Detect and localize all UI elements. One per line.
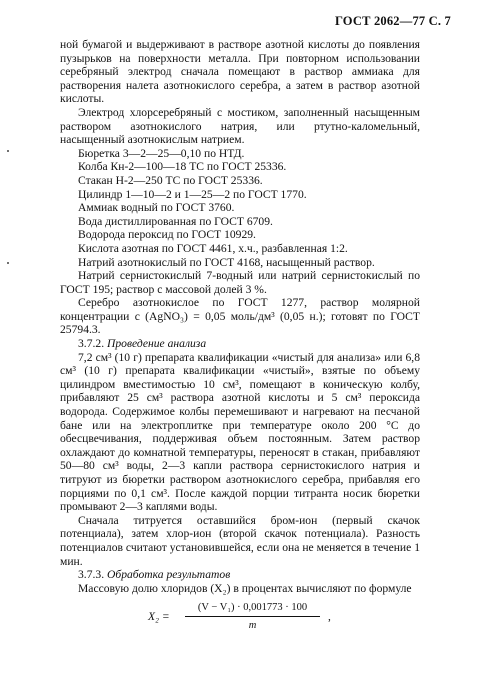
paragraph: Сначала титруется оставшийся бром-ион (первый скачок потенциала), затем хлор-ион (второй скачок потенциала). Разность потенциалов считают установившейся, если она не меняется в течение 1 мин. xyxy=(60,513,420,568)
paragraph: Электрод хлорсеребряный с мостиком, заполненный насыщенным раствором азотнокислого натрия, или ртутно-каломельный, насыщенный азотнокислым натрием. xyxy=(60,105,420,147)
formula-denominator: m xyxy=(248,620,257,632)
list-item: Натрий азотнокислый по ГОСТ 4168, насыщенный раствор. xyxy=(78,255,375,269)
list-item: Аммиак водный по ГОСТ 3760. xyxy=(78,201,235,215)
list-item: Колба Кн-2—100—18 ТС по ГОСТ 25336. xyxy=(78,160,287,174)
paragraph: ной бумагой и выдерживают в растворе азотной кислоты до появления пузырьков на поверхности металла. При повторном использовании серебряный электрод сначала помещают в раствор аммиака для растворения налета азотнокислого серебра, а затем в раствор азотной кислоты. xyxy=(60,38,420,106)
section-title: Обработка результатов xyxy=(107,568,231,582)
list-item: Серебро азотнокислое по ГОСТ 1277, раствор молярной концентрации c (AgNO₃) = 0,05 моль/дм³ (0,05 н.); готовят по ГОСТ 25794.3. xyxy=(60,296,420,337)
list-item: Цилиндр 1—10—2 и 1—25—2 по ГОСТ 1770. xyxy=(78,187,307,201)
formula-trail: , xyxy=(328,611,331,624)
list-item: Кислота азотная по ГОСТ 4461, х.ч., разбавленная 1:2. xyxy=(78,241,348,255)
list-item: Водорода пероксид по ГОСТ 10929. xyxy=(78,228,256,242)
document-body xyxy=(60,38,420,639)
margin-mark xyxy=(7,150,9,152)
list-item: Бюретка 3—2—25—0,10 по НТД. xyxy=(78,146,245,160)
section-number: 3.7.3. xyxy=(78,568,105,582)
section-number: 3.7.2. xyxy=(78,337,105,351)
formula xyxy=(60,599,420,639)
paragraph: 7,2 см³ (10 г) препарата квалификации «чистый для анализа» или 6,8 см³ (10 г) препарата квалификации «чистый», взятые по объему цилиндром вместимостью 10 см³, помещают в коническую колбу, прибавляют 25 см³ раствора азотной кислоты и 5 см³ пероксида водорода. Содержимое колбы перемешивают и нагревают на песчаной бане или на электроплитке при температуре около 200 °С до обесцвечивания, поддерживая объем постоянным. Затем раствор охлаждают до комнатной температуры, переносят в стакан, прибавляют 50—80 см³ воды, 2—3 капли раствора сернистокислого натрия и титруют из бюретки раствором азотнокислого серебра, прибавляя его порциями по 0,1 см³. После каждой порции титранта носик бюретки промывают 2—3 каплями воды. xyxy=(60,350,420,514)
list-item: Натрий сернистокислый 7-водный или натрий сернистокислый по ГОСТ 195; раствор с массовой долей 3 %. xyxy=(60,269,420,296)
section-title: Проведение анализа xyxy=(107,337,207,351)
list-item: Стакан Н-2—250 ТС по ГОСТ 25336. xyxy=(78,173,263,187)
list-item: Вода дистиллированная по ГОСТ 6709. xyxy=(78,214,273,228)
section-heading xyxy=(60,568,420,582)
paragraph: Массовую долю хлоридов (X₂) в процентах вычисляют по формуле xyxy=(78,581,412,595)
fraction-bar xyxy=(185,616,320,617)
formula-lhs: X₂ = xyxy=(148,611,170,624)
margin-mark xyxy=(7,262,9,264)
formula-numerator: (V − V₁) · 0,001773 · 100 xyxy=(197,602,308,614)
section-heading xyxy=(60,337,420,351)
page-header: ГОСТ 2062—77 С. 7 xyxy=(334,14,451,28)
